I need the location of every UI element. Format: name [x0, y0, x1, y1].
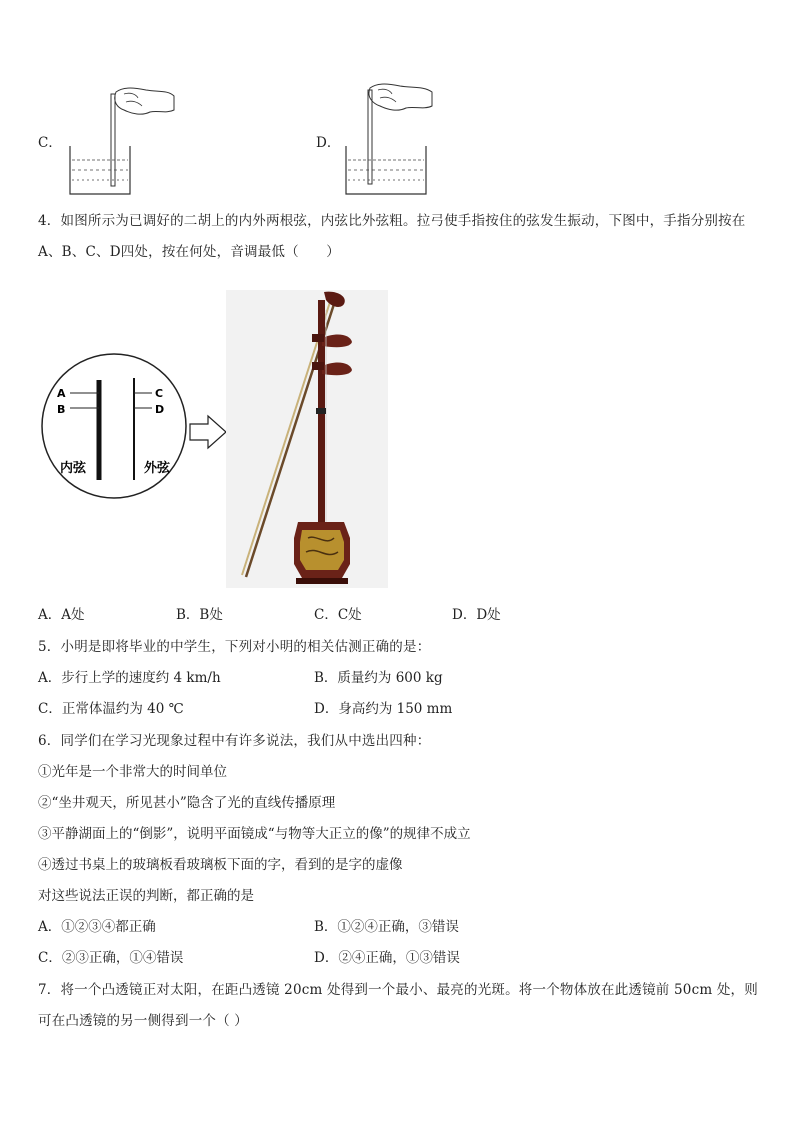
erhu-string-diagram	[40, 352, 230, 502]
q6-option-d: D．②④正确，①③错误	[314, 950, 460, 966]
diagram-label-inner-string: 内弦	[60, 461, 87, 476]
q6-stem: 6．同学们在学习光现象过程中有许多说法，我们从中选出四种：	[38, 733, 431, 749]
q7-stem-line2: 可在凸透镜的另一侧得到一个（ ）	[38, 1013, 248, 1029]
q4-option-c: C．C处	[314, 607, 362, 623]
q5-option-b: B．质量约为 600 kg	[314, 670, 443, 686]
q3-option-c-figure	[66, 80, 176, 200]
q3-option-d-label: D．	[316, 135, 341, 151]
q6-option-a: A．①②③④都正确	[38, 919, 156, 935]
q5-stem: 5．小明是即将毕业的中学生，下列对小明的相关估测正确的是：	[38, 639, 431, 655]
q6-option-b: B．①②④正确，③错误	[314, 919, 459, 935]
q6-statement-2: ②“坐井观天，所见甚小”隐含了光的直线传播原理	[38, 795, 336, 811]
q6-judge-line: 对这些说法正误的判断，都正确的是	[38, 888, 254, 904]
erhu-photo	[226, 290, 388, 588]
q3-option-d-figure	[344, 76, 454, 200]
diagram-label-b: B	[57, 403, 66, 416]
diagram-label-d: D	[155, 403, 165, 416]
diagram-label-c: C	[155, 387, 164, 400]
q4-option-b: B．B处	[176, 607, 223, 623]
q4-stem-line1: 4．如图所示为已调好的二胡上的内外两根弦，内弦比外弦粗。拉弓使手指按住的弦发生振动，下图中，手指分别按在	[38, 213, 746, 229]
q6-statement-3: ③平静湖面上的“倒影”，说明平面镜成“与物等大正立的像”的规律不成立	[38, 826, 471, 842]
q5-option-c: C．正常体温约为 40 ℃	[38, 701, 184, 717]
diagram-label-outer-string: 外弦	[144, 461, 171, 476]
q6-statement-4: ④透过书桌上的玻璃板看玻璃板下面的字，看到的是字的虚像	[38, 857, 403, 873]
q3-option-c-label: C．	[38, 135, 62, 151]
q4-option-a: A．A处	[38, 607, 85, 623]
q4-option-d: D．D处	[452, 607, 501, 623]
q7-stem-line1: 7．将一个凸透镜正对太阳，在距凸透镜 20cm 处得到一个最小、最亮的光斑。将一个物体放在此透镜前 50cm 处，则	[38, 982, 758, 998]
q5-option-a: A．步行上学的速度约 4 km/h	[38, 670, 221, 686]
q6-statement-1: ①光年是一个非常大的时间单位	[38, 764, 227, 780]
q4-stem-line2: A、B、C、D四处，按在何处，音调最低（ ）	[38, 244, 340, 260]
q5-option-d: D．身高约为 150 mm	[314, 701, 453, 717]
q6-option-c: C．②③正确，①④错误	[38, 950, 184, 966]
diagram-label-a: A	[57, 387, 66, 400]
